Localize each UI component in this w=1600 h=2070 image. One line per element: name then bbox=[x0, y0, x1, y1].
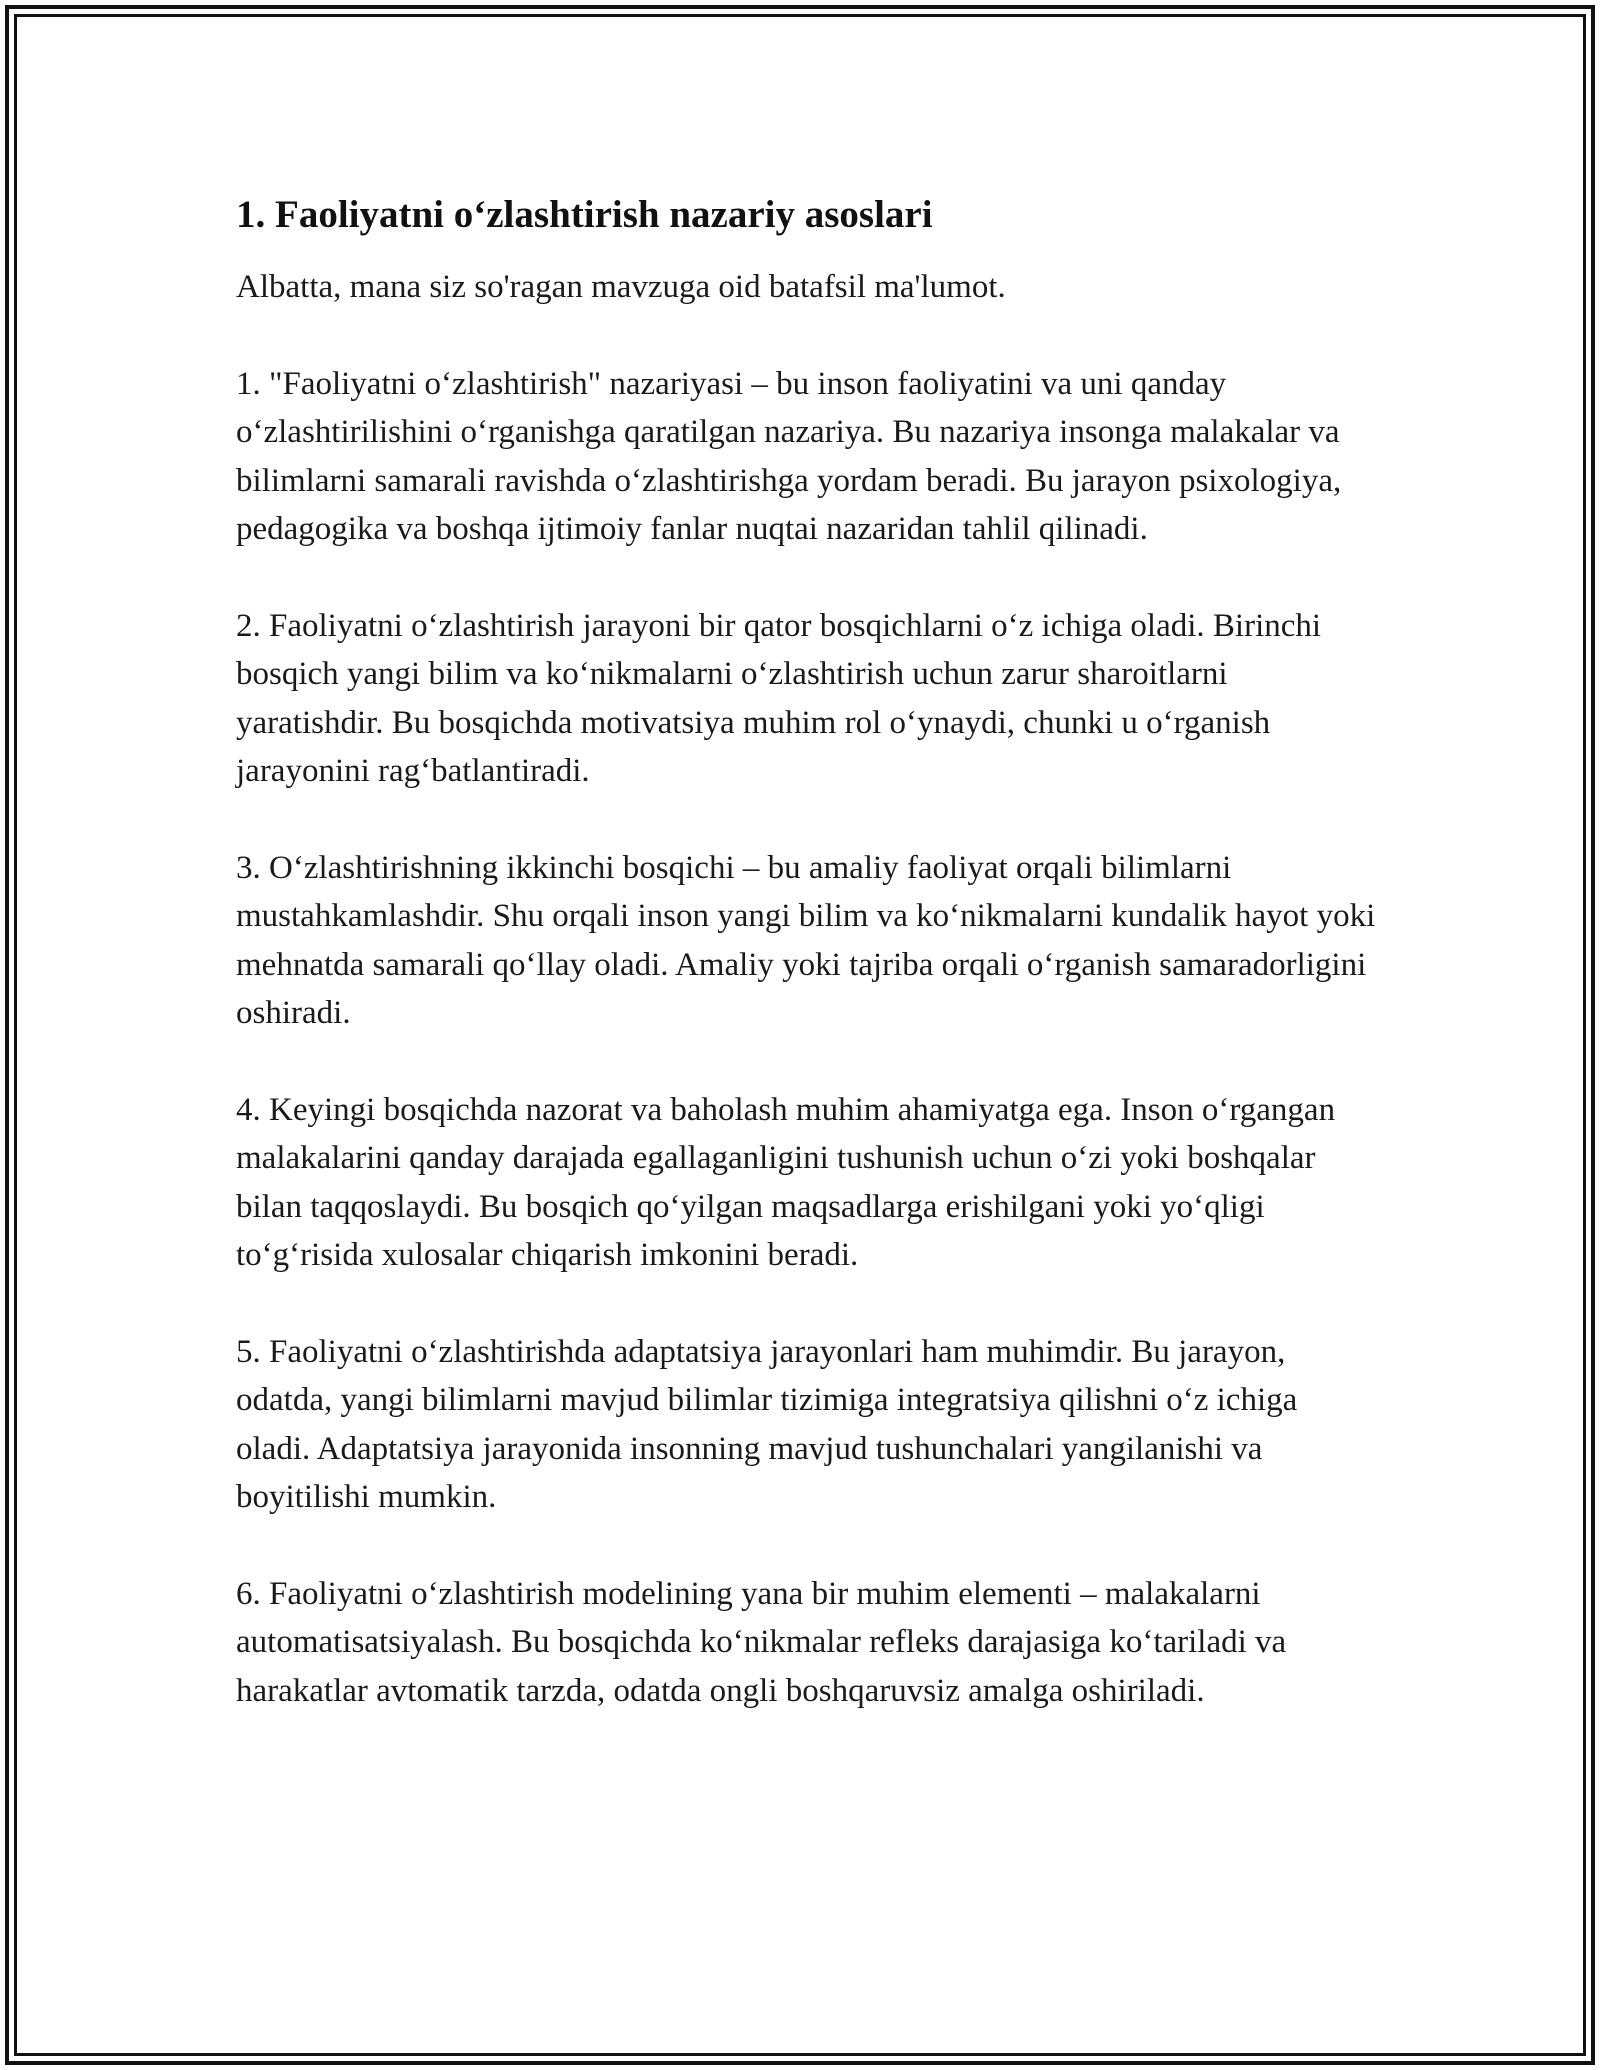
document-title: 1. Faoliyatni o‘zlashtirish nazariy asoslari bbox=[236, 193, 933, 236]
paragraph-2: 2. Faoliyatni o‘zlashtirish jarayoni bir qator bosqichlarni o‘z ichiga oladi. Birinchi bosqich yangi bilim va ko‘nikmalarni o‘zlashtirish uchun zarur sharoitlarni yaratishdir. Bu bosqichda motivatsiya muhim rol o‘ynaydi, chunki u o‘rganish jarayonini rag‘batlantiradi. bbox=[236, 607, 1322, 789]
paragraph-1: 1. "Faoliyatni o‘zlashtirish" nazariyasi – bu inson faoliyatini va uni qanday o‘zlashtirilishini o‘rganishga qaratilgan nazariya. Bu nazariya insonga malakalar va bilimlarni samarali ravishda o‘zlashtirishga yordam beradi. Bu jarayon psixologiya, pedagogika va boshqa ijtimoiy fanlar nuqtai nazaridan tahlil qilinadi. bbox=[236, 365, 1342, 547]
document-body bbox=[236, 190, 1376, 1763]
paragraph-4: 4. Keyingi bosqichda nazorat va baholash muhim ahamiyatga ega. Inson o‘rgangan malakalarini qanday darajada egallaganligini tushunish uchun o‘zi yoki boshqalar bilan taqqoslaydi. Bu bosqich qo‘yilgan maqsadlarga erishilgani yoki yo‘qligi to‘g‘risida xulosalar chiqarish imkonini beradi. bbox=[236, 1091, 1336, 1273]
paragraph-6: 6. Faoliyatni o‘zlashtirish modelining yana bir muhim elementi – malakalarni automatisatsiyalash. Bu bosqichda ko‘nikmalar refleks darajasiga ko‘tariladi va harakatlar avtomatik tarzda, odatda ongli boshqaruvsiz amalga oshiriladi. bbox=[236, 1575, 1287, 1709]
intro-paragraph: Albatta, mana siz so'ragan mavzuga oid batafsil ma'lumot. bbox=[236, 269, 1006, 305]
paragraph-3: 3. O‘zlashtirishning ikkinchi bosqichi – bu amaliy faoliyat orqali bilimlarni mustahkamlashdir. Shu orqali inson yangi bilim va ko‘nikmalarni kundalik hayot yoki mehnatda samarali qo‘llay oladi. Amaliy yoki tajriba orqali o‘rganish samaradorligini oshiradi. bbox=[236, 849, 1376, 1031]
paragraph-5: 5. Faoliyatni o‘zlashtirishda adaptatsiya jarayonlari ham muhimdir. Bu jarayon, odatda, yangi bilimlarni mavjud bilimlar tizimiga integratsiya qilishni o‘z ichiga oladi. Adaptatsiya jarayonida insonning mavjud tushunchalari yangilanishi va boyitilishi mumkin. bbox=[236, 1333, 1298, 1515]
